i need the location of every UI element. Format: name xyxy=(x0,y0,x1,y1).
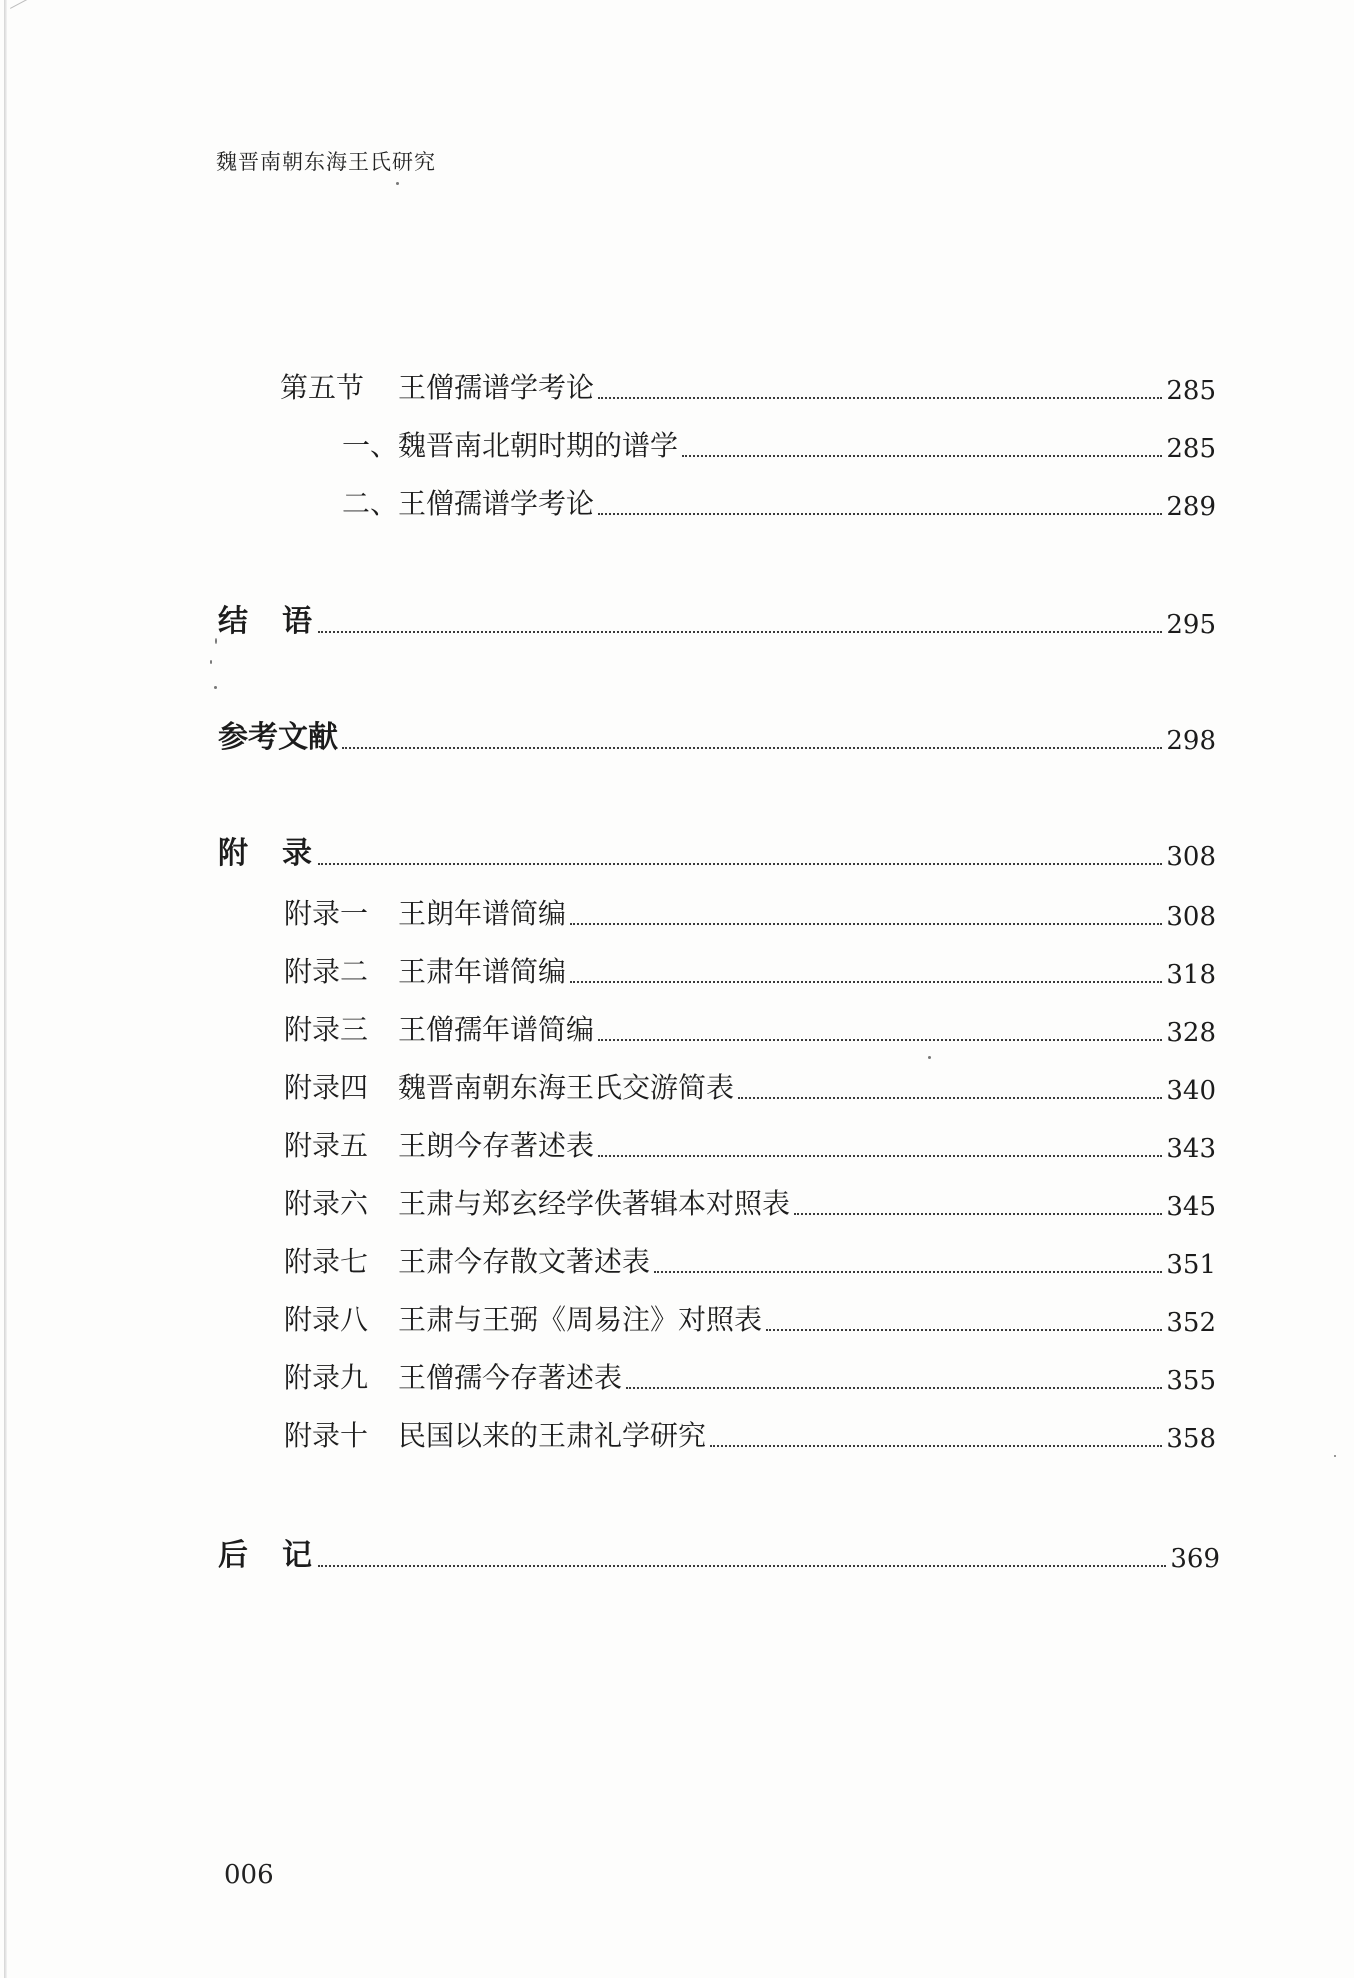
toc-entry[interactable] xyxy=(284,1298,1216,1338)
toc-entry[interactable] xyxy=(280,366,1216,406)
toc-entry-prefix: 附录九 xyxy=(284,1361,369,1394)
toc-entry-title: 王肃年谱简编 xyxy=(398,955,567,988)
toc-entry[interactable] xyxy=(342,482,1216,522)
toc-entry-title: 王僧孺年谱简编 xyxy=(398,1013,595,1046)
toc-entry-prefix: 附录三 xyxy=(284,1013,369,1046)
toc-entry[interactable] xyxy=(284,1066,1216,1106)
toc-entry-title: 王朗今存著述表 xyxy=(398,1129,595,1162)
toc-entry[interactable] xyxy=(284,892,1216,932)
dot-leader xyxy=(318,1564,1166,1567)
dot-leader xyxy=(598,396,1162,399)
toc-entry-title: 参考文献 xyxy=(218,720,338,755)
toc-entry-prefix: 附录六 xyxy=(284,1187,369,1220)
toc-entry-title: 结 语 xyxy=(218,604,314,639)
toc-entry-page: 355 xyxy=(1166,1366,1216,1396)
toc-entry-page: 298 xyxy=(1166,726,1216,756)
toc-entry-page: 345 xyxy=(1166,1192,1216,1222)
dot-leader xyxy=(570,922,1162,925)
toc-entry-prefix: 第五节 xyxy=(280,371,365,404)
running-header: 魏晋南朝东海王氏研究 xyxy=(216,150,436,174)
toc-entry-page: 369 xyxy=(1170,1544,1220,1574)
dot-leader xyxy=(626,1386,1162,1389)
dot-leader xyxy=(766,1328,1162,1331)
dot-leader xyxy=(710,1444,1162,1447)
page-edge-shadow xyxy=(4,0,7,1978)
toc-entry-title: 后 记 xyxy=(218,1538,314,1573)
toc-entry-title: 王僧孺谱学考论 xyxy=(398,371,595,404)
toc-entry-title: 王肃今存散文著述表 xyxy=(398,1245,651,1278)
toc-entry-page: 358 xyxy=(1166,1424,1216,1454)
toc-entry[interactable] xyxy=(284,1240,1216,1280)
dot-leader xyxy=(738,1096,1162,1099)
toc-entry-prefix: 附录八 xyxy=(284,1303,369,1336)
dot-leader xyxy=(654,1270,1162,1273)
toc-chapter-entry[interactable] xyxy=(218,596,1216,640)
toc-entry-title: 民国以来的王肃礼学研究 xyxy=(398,1419,707,1452)
toc-entry[interactable] xyxy=(284,1414,1216,1454)
dot-leader xyxy=(318,630,1162,633)
toc-entry[interactable] xyxy=(284,1008,1216,1048)
toc-entry-page: 295 xyxy=(1166,610,1216,640)
scan-corner-mark xyxy=(10,0,44,21)
toc-entry-page: 318 xyxy=(1166,960,1216,990)
toc-entry-title: 附 录 xyxy=(218,836,314,871)
dot-leader xyxy=(598,1154,1162,1157)
toc-entry-page: 351 xyxy=(1166,1250,1216,1280)
toc-entry-page: 328 xyxy=(1166,1018,1216,1048)
toc-entry-title: 王肃与王弼《周易注》对照表 xyxy=(398,1303,763,1336)
toc-entry-prefix: 附录七 xyxy=(284,1245,369,1278)
toc-entry-title: 王肃与郑玄经学佚著辑本对照表 xyxy=(398,1187,791,1220)
dot-leader xyxy=(598,1038,1162,1041)
toc-entry-page: 308 xyxy=(1166,902,1216,932)
toc-entry-title: 魏晋南朝东海王氏交游简表 xyxy=(398,1071,735,1104)
page-number: 006 xyxy=(224,1860,274,1890)
toc-entry-page: 352 xyxy=(1166,1308,1216,1338)
toc-chapter-entry[interactable] xyxy=(218,1530,1220,1574)
toc-entry-prefix: 附录四 xyxy=(284,1071,369,1104)
toc-entry[interactable] xyxy=(284,950,1216,990)
toc-entry-page: 340 xyxy=(1166,1076,1216,1106)
toc-entry[interactable] xyxy=(284,1124,1216,1164)
dot-leader xyxy=(598,512,1162,515)
dot-leader xyxy=(318,862,1162,865)
toc-entry-title: 王僧孺今存著述表 xyxy=(398,1361,623,1394)
toc-entry-prefix: 附录五 xyxy=(284,1129,369,1162)
toc-entry-page: 343 xyxy=(1166,1134,1216,1164)
dot-leader xyxy=(342,746,1162,749)
dot-leader xyxy=(682,454,1162,457)
toc-entry-page: 308 xyxy=(1166,842,1216,872)
toc-entry-title: 二、王僧孺谱学考论 xyxy=(342,487,595,520)
toc-entry-prefix: 附录二 xyxy=(284,955,369,988)
toc-entry-prefix: 附录一 xyxy=(284,897,369,930)
dot-leader xyxy=(570,980,1162,983)
toc-entry-title: 一、魏晋南北朝时期的谱学 xyxy=(342,429,679,462)
toc-entry[interactable] xyxy=(284,1182,1216,1222)
toc-entry-page: 289 xyxy=(1166,492,1216,522)
toc-entry[interactable] xyxy=(342,424,1216,464)
toc-entry-page: 285 xyxy=(1166,434,1216,464)
toc-entry[interactable] xyxy=(284,1356,1216,1396)
toc-entry-prefix: 附录十 xyxy=(284,1419,369,1452)
toc-chapter-entry[interactable] xyxy=(218,828,1216,872)
toc-entry-page: 285 xyxy=(1166,376,1216,406)
toc-entry-title: 王朗年谱简编 xyxy=(398,897,567,930)
dot-leader xyxy=(794,1212,1162,1215)
toc-chapter-entry[interactable] xyxy=(218,712,1216,756)
